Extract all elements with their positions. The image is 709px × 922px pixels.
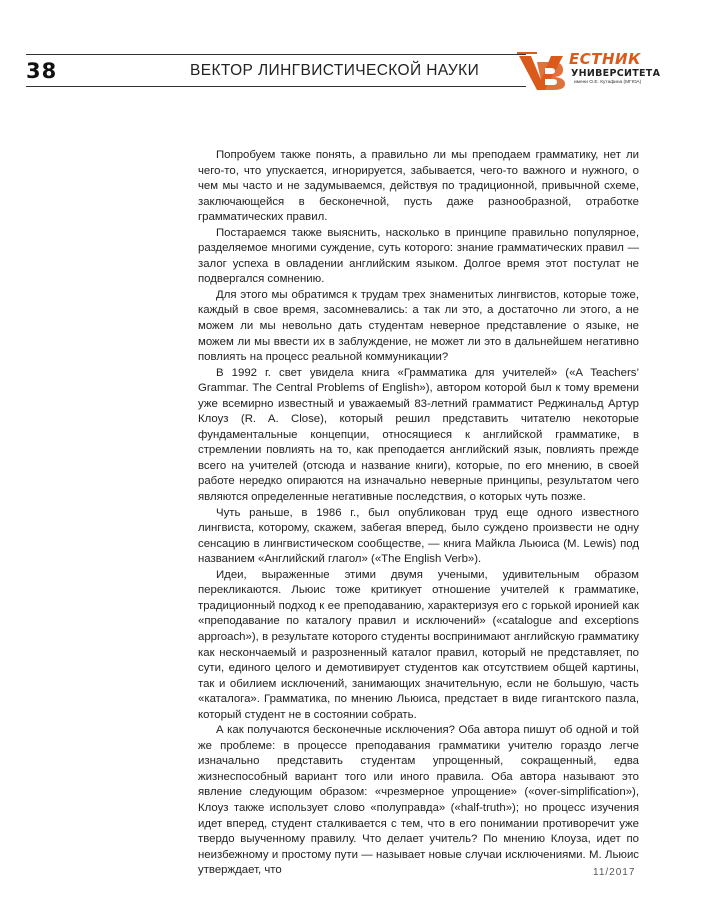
logo-title: ЕСТНИК: [569, 50, 641, 68]
issue-number: 11/2017: [593, 867, 636, 878]
logo-small-text: имени О.Е. Кутафина (МГЮА): [574, 80, 642, 85]
journal-logo: [517, 50, 687, 92]
paragraph: А как получаются бесконечные исключения? Оба автора пишут об одной и той же проблеме: в процессе преподавания грамматики учителю гораздо легче изначально представить студентам упрощенный, сокращенный, едва жизнеспособный вариант того или иного правила. Оба автора называют это явление следующим образом: «чрезмерное упрощение» («over-simplification»), Клоуз также использует слово «полуправда» («half-truth»); но процесс изучения идет вперед, студент сталкивается с тем, что в его понимании противоречит уже твердо выученному правилу. Что делает учитель? По мнению Клоуза, идет по неизбежному и простому пути — называет новые случаи исключениями. М. Льюис утверждает, что: [198, 724, 639, 877]
page-number: 38: [26, 59, 58, 83]
running-title: ВЕКТОР ЛИНГВИСТИЧЕСКОЙ НАУКИ: [190, 62, 480, 79]
article-body: [198, 148, 639, 879]
header-top-rule: [26, 54, 526, 55]
paragraph: Чуть раньше, в 1986 г., был опубликован труд еще одного известного лингвиста, которому, скажем, забегая вперед, было суждено произвести не одну сенсацию в лингвистическом сообществе, — книга Майкла Льюиса (M. Lewis) под названием «Английский глагол» («The English Verb»).: [198, 506, 639, 566]
paragraph: В 1992 г. свет увидела книга «Грамматика для учителей» («A Teachers’ Grammar. The Central Problems of English»), автором которой был к тому времени уже всемирно известный и уважаемый 83-летний грамматист Реджинальд Артур Клоуз (R. A. Close), который решил представить читателю некоторые фундаментальные концепции, относящиеся к английской грамматике, в стремлении повлиять на то, как преподается английский язык, повлиять прежде всего на учителей (отсюда и название книги), которые, по его мнению, в своей работе нередко опираются на изначально неверные принципы, результатом чего являются определенные негативные последствия, о которых чуть позже.: [198, 366, 639, 504]
header-bottom-rule: [26, 86, 526, 87]
paragraph: Для этого мы обратимся к трудам трех знаменитых лингвистов, которые тоже, каждый в свое время, засомневались: а так ли это, а достаточно ли этого, а не можем ли мы невольно дать студентам неверное представление о языке, не можем ли мы ввести их в заблуждение, не может ли это в дальнейшем негативно повлиять на процесс реальной коммуникации?: [198, 288, 639, 364]
paragraph: Идеи, выраженные этими двумя учеными, удивительным образом перекликаются. Льюис тоже критикует отношение учителей к грамматике, традиционный подход к ее преподаванию, характеризуя его с горькой иронией как «преподавание по каталогу правил и исключений» («catalogue and exceptions approach»), в результате которого студенты воспринимают английскую грамматику как нескончаемый и разрозненный каталог правил, который не представляет, по сути, единого целого и демотивирует студентов как отсутствием общей картины, так и обилием исключений, занимающих значительную, если не большую, часть «каталога». Грамматика, по мнению Льюиса, предстает в виде гигантского пазла, который студент не в состоянии собрать.: [198, 568, 639, 721]
logo-subtitle: УНИВЕРСИТЕТА: [571, 68, 661, 79]
paragraph: Постараемся также выяснить, насколько в принципе правильно популярное, разделяемое многими суждение, суть которого: знание грамматических правил — залог успеха в овладении английским языком. Долгое время этот постулат не подвергался сомнению.: [198, 226, 639, 286]
logo-v-mark-icon: [517, 50, 577, 92]
paragraph: Попробуем также понять, а правильно ли мы преподаем грамматику, нет ли чего-то, что упускается, игнорируется, забывается, чего-то важного и нужного, о чем мы часто и не задумываемся, действуя по традиционной, привычной схеме, заключающейся в бесконечной, пусть даже разнообразной, отработке грамматических правил.: [198, 149, 639, 224]
